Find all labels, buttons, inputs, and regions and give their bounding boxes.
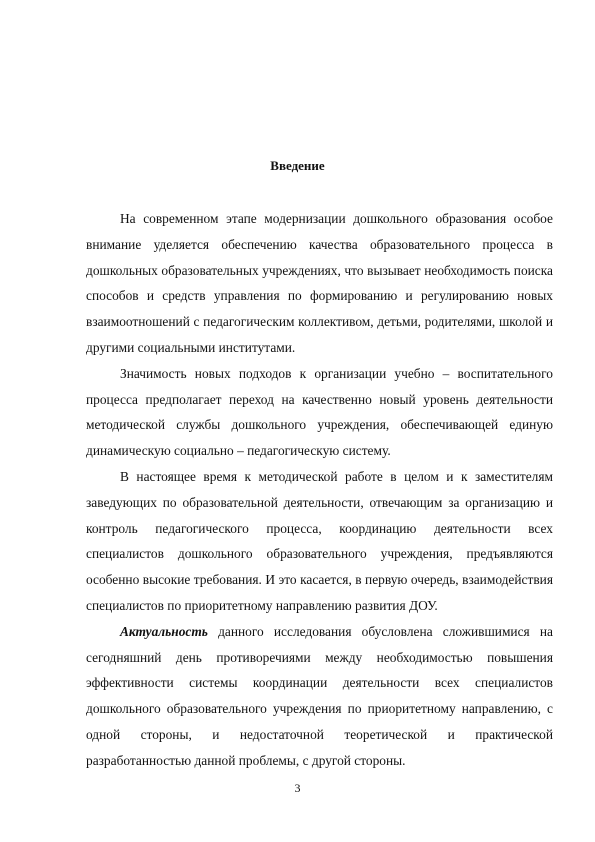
relevance-term: Актуальность xyxy=(120,623,208,639)
paragraph-4 xyxy=(86,619,553,774)
page-number: 3 xyxy=(294,781,301,795)
document-body xyxy=(86,206,553,774)
paragraph-2: Значимость новых подходов к организации учебно – воспитательного процесса предполагает переход на качественно новый уровень деятельности методической службы дошкольного учреждения, обеспечивающей единую динамическую социально – педагогическую систему. xyxy=(86,365,553,459)
paragraph-1: На современном этапе модернизации дошкольного образования особое внимание уделяется обеспечению качества образовательного процесса в дошкольных образовательных учреждениях, что вызывает необходимость поиска способов и средств управления по формированию и регулированию новых взаимоотношений с педагогическим коллективом, детьми, родителями, школой и другими социальными институтами. xyxy=(86,211,553,355)
paragraph-3: В настоящее время к методической работе в целом и к заместителям заведующих по образовательной деятельности, отвечающим за организацию и контроль педагогического процесса, координацию деятельности всех специалистов дошкольного образовательного учреждения, предъявляются особенно высокие требования. И это касается, в первую очередь, взаимодействия специалистов по приоритетному направлению развития ДОУ. xyxy=(86,468,553,613)
page-title: Введение xyxy=(270,158,325,173)
paragraph-4-text: данного исследования обусловлена сложившимися на сегодняшний день противоречиями между необходимостью повышения эффективности системы координации деятельности всех специалистов дошкольного образовательного учреждения по приоритетному направлению, с одной стороны, и недостаточной теоретической и практической разработанностью данной проблемы, с другой стороны. xyxy=(86,623,553,768)
